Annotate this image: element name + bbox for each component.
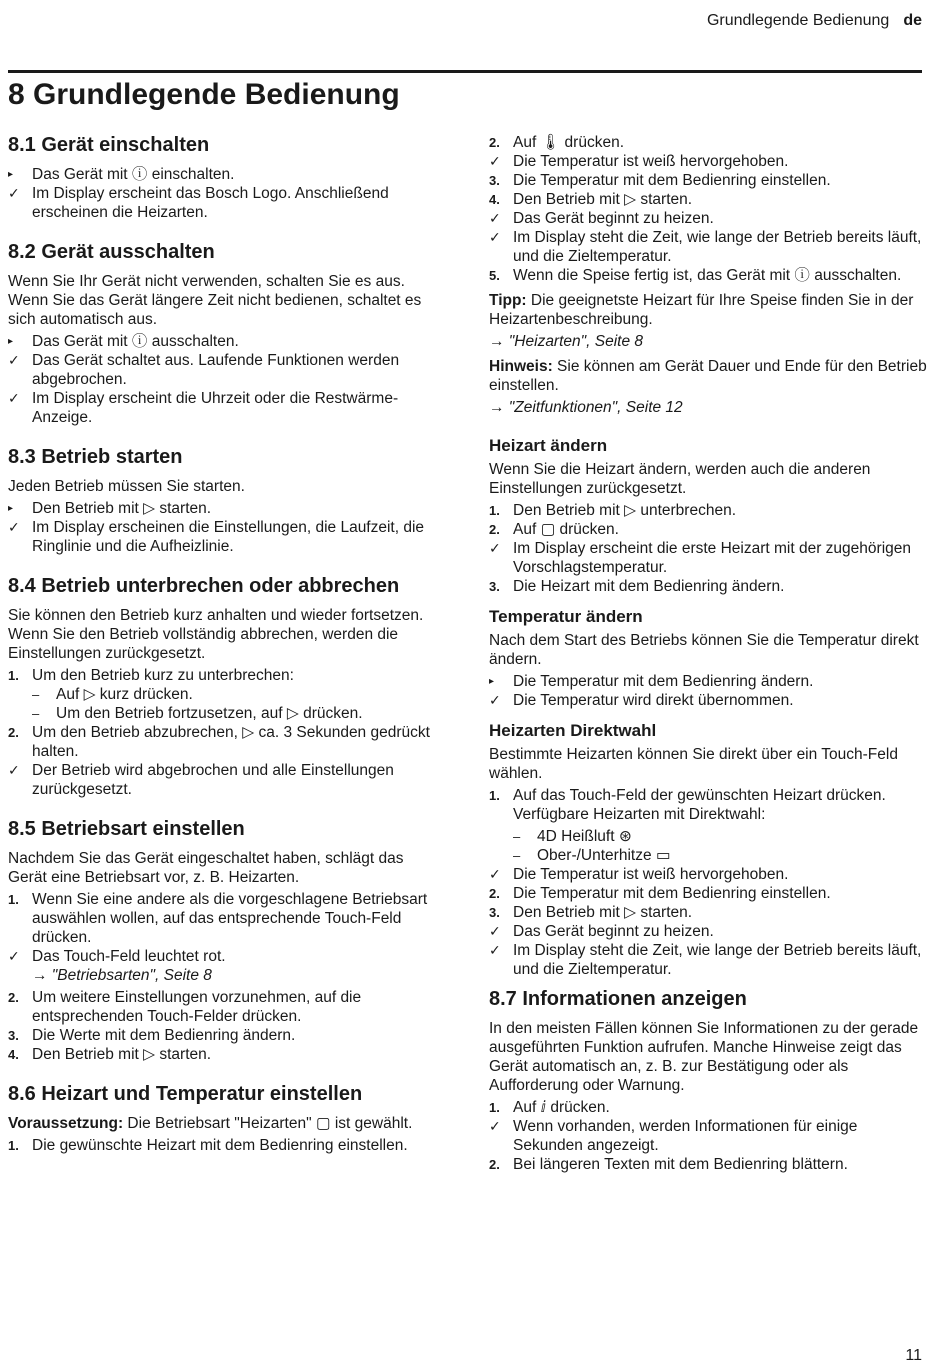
step-number: 3. xyxy=(489,579,500,594)
step-number: 3. xyxy=(8,1028,19,1043)
paragraph: Jeden Betrieb müssen Sie starten. xyxy=(8,478,245,495)
numbered-step xyxy=(8,1136,446,1155)
item-text: Das Gerät schaltet aus. Laufende Funktionen werden abgebrochen. xyxy=(32,352,400,388)
item-text: Die gewünschte Heizart mit dem Bedienring einstellen. xyxy=(32,1137,408,1154)
step-number: 2. xyxy=(489,886,500,901)
item-text: Die Werte mit dem Bedienring ändern. xyxy=(32,1027,296,1044)
note-label: Tipp: xyxy=(489,292,527,309)
paragraph: Nachdem Sie das Gerät eingeschaltet haben, schlägt das Gerät eine Betriebsart vor, z. B. Heizarten. xyxy=(8,850,404,886)
numbered-step xyxy=(489,520,927,539)
note-text: Die Betriebsart "Heizarten" ▢ ist gewählt. xyxy=(123,1115,413,1132)
check-icon: ✓ xyxy=(8,519,20,535)
dash-item xyxy=(489,846,927,865)
paragraph: Bestimmte Heizarten können Sie direkt über ein Touch-Feld wählen. xyxy=(489,746,898,782)
left-column xyxy=(8,133,446,1173)
section-heading: 8.2 Gerät ausschalten xyxy=(8,241,215,263)
item-text: Die Temperatur mit dem Bedienring einstellen. xyxy=(513,172,831,189)
item-text: Den Betrieb mit ▷ starten. xyxy=(513,904,693,921)
cross-reference: → "Heizarten", Seite 8 xyxy=(489,333,644,350)
result-item xyxy=(489,1117,927,1155)
note-text: Die geeignetste Heizart für Ihre Speise finden Sie in der Heizartenbeschreibung. xyxy=(489,292,914,328)
cross-reference: → "Zeitfunktionen", Seite 12 xyxy=(489,399,683,416)
step-number: 1. xyxy=(8,892,19,907)
result-item xyxy=(489,209,927,228)
step-number: 1. xyxy=(8,668,19,683)
item-text: Um den Betrieb fortzusetzen, auf ▷ drücken. xyxy=(56,705,363,722)
step-number: 3. xyxy=(489,905,500,920)
subsection-heading: Heizart ändern xyxy=(489,436,608,455)
cross-reference: → "Betriebsarten", Seite 8 xyxy=(32,967,212,984)
item-text: Um den Betrieb abzubrechen, ▷ ca. 3 Sekunden gedrückt halten. xyxy=(32,724,430,760)
action-arrow-icon: ▸ xyxy=(8,503,14,514)
numbered-step xyxy=(489,133,927,152)
item-text: Im Display erscheint das Bosch Logo. Anschließend erscheinen die Heizarten. xyxy=(32,185,389,221)
item-text: Die Heizart mit dem Bedienring ändern. xyxy=(513,578,785,595)
step-number: 1. xyxy=(489,1100,500,1115)
section-heading: 8.4 Betrieb unterbrechen oder abbrechen xyxy=(8,575,400,597)
result-item xyxy=(489,152,927,171)
section-heading: 8.5 Betriebsart einstellen xyxy=(8,818,245,840)
paragraph: Nach dem Start des Betriebs können Sie die Temperatur direkt ändern. xyxy=(489,632,919,668)
item-text: Den Betrieb mit ▷ unterbrechen. xyxy=(513,502,737,519)
step-number: 4. xyxy=(8,1047,19,1062)
check-icon: ✓ xyxy=(489,923,501,939)
step-number: 2. xyxy=(489,1157,500,1172)
numbered-step xyxy=(489,501,927,520)
action-step xyxy=(8,165,446,184)
dash-mark: – xyxy=(32,687,40,702)
dash-item xyxy=(8,685,446,704)
item-text: Die Temperatur ist weiß hervorgehoben. xyxy=(513,866,789,883)
section xyxy=(8,1082,446,1155)
item-text: Die Temperatur mit dem Bedienring ändern. xyxy=(513,673,814,690)
section xyxy=(8,574,446,799)
note-text: Sie können am Gerät Dauer und Ende für den Betrieb einstellen. xyxy=(489,358,927,394)
item-text: Das Gerät beginnt zu heizen. xyxy=(513,210,714,227)
result-item xyxy=(8,518,446,556)
section-heading: 8.1 Gerät einschalten xyxy=(8,134,210,156)
paragraph: Wenn Sie Ihr Gerät nicht verwenden, schalten Sie es aus. Wenn Sie das Gerät längere Zeit nicht bedienen, schaltet es sich automatisch aus. xyxy=(8,273,422,328)
action-arrow-icon: ▸ xyxy=(489,676,495,687)
section-heading: 8.7 Informationen anzeigen xyxy=(489,988,747,1010)
item-text: Das Gerät mit ⓘ ausschalten. xyxy=(32,333,239,350)
check-icon: ✓ xyxy=(489,210,501,226)
item-text: Im Display steht die Zeit, wie lange der Betrieb bereits läuft, und die Zieltemperatur. xyxy=(513,229,922,265)
action-arrow-icon: ▸ xyxy=(8,169,14,180)
section xyxy=(8,133,446,222)
item-text: Um den Betrieb kurz zu unterbrechen: xyxy=(32,667,294,684)
result-item xyxy=(8,947,446,966)
section xyxy=(489,435,927,596)
item-text: Auf ▷ kurz drücken. xyxy=(56,686,193,703)
item-text: Wenn die Speise fertig ist, das Gerät mit ⓘ ausschalten. xyxy=(513,267,902,284)
step-number: 3. xyxy=(489,173,500,188)
section-heading: 8.3 Betrieb starten xyxy=(8,446,183,468)
result-item xyxy=(489,941,927,979)
item-text: Das Gerät beginnt zu heizen. xyxy=(513,923,714,940)
note-label: Voraussetzung: xyxy=(8,1115,124,1132)
note xyxy=(489,291,927,329)
header-title: Grundlegende Bedienung xyxy=(706,12,890,29)
section xyxy=(8,817,446,1064)
step-number: 1. xyxy=(8,1138,19,1153)
step-number: 2. xyxy=(8,725,19,740)
item-text: Wenn Sie eine andere als die vorgeschlagene Betriebsart auswählen wollen, auf das entsprechende Touch-Feld drücken. xyxy=(32,891,428,946)
step-number: 2. xyxy=(489,522,500,537)
item-text: Der Betrieb wird abgebrochen und alle Einstellungen zurückgesetzt. xyxy=(32,762,394,798)
section-heading: 8.6 Heizart und Temperatur einstellen xyxy=(8,1083,363,1105)
numbered-step xyxy=(489,786,927,805)
right-column xyxy=(489,133,927,1192)
check-icon: ✓ xyxy=(8,352,20,368)
numbered-step xyxy=(489,171,927,190)
item-text: Den Betrieb mit ▷ starten. xyxy=(32,500,212,517)
dash-item xyxy=(489,827,927,846)
step-number: 1. xyxy=(489,503,500,518)
item-text: Das Touch-Feld leuchtet rot. xyxy=(32,948,226,965)
header-rule xyxy=(8,70,922,73)
numbered-step xyxy=(489,884,927,903)
section xyxy=(8,445,446,556)
step-number: 2. xyxy=(489,135,500,150)
item-text: Auf ⅈ drücken. xyxy=(513,1099,610,1116)
result-item xyxy=(489,865,927,884)
check-icon: ✓ xyxy=(489,153,501,169)
result-item xyxy=(8,184,446,222)
note-label: Hinweis: xyxy=(489,358,553,375)
numbered-step xyxy=(489,1155,927,1174)
section xyxy=(8,240,446,427)
step-number: 5. xyxy=(489,268,500,283)
item-text: Die Temperatur wird direkt übernommen. xyxy=(513,692,794,709)
numbered-step xyxy=(8,890,446,947)
item-text: 4D Heißluft ⊛ xyxy=(537,828,632,845)
result-item xyxy=(8,761,446,799)
page-number: 11 xyxy=(905,1347,922,1364)
section xyxy=(489,133,927,417)
numbered-step xyxy=(489,903,927,922)
numbered-step xyxy=(8,1026,446,1045)
item-text: Um weitere Einstellungen vorzunehmen, auf die entsprechenden Touch-Felder drücken. xyxy=(32,989,362,1025)
item-text: Wenn vorhanden, werden Informationen für einige Sekunden angezeigt. xyxy=(513,1118,858,1154)
numbered-step xyxy=(489,1098,927,1117)
numbered-step xyxy=(489,266,927,285)
chapter-title: 8 Grundlegende Bedienung xyxy=(8,78,400,111)
dash-mark: – xyxy=(513,848,521,863)
item-text: Im Display erscheint die erste Heizart mit der zugehörigen Vorschlagstemperatur. xyxy=(513,540,912,576)
subsection-heading: Heizarten Direktwahl xyxy=(489,721,657,740)
item-text: Im Display steht die Zeit, wie lange der Betrieb bereits läuft, und die Zieltemperatur. xyxy=(513,942,922,978)
item-text: Auf ▢ drücken. xyxy=(513,521,619,538)
note xyxy=(8,1114,446,1133)
result-item xyxy=(489,228,927,266)
item-text: Im Display erscheinen die Einstellungen, die Laufzeit, die Ringlinie und die Aufheizlinie. xyxy=(32,519,425,555)
check-icon: ✓ xyxy=(8,762,20,778)
action-step xyxy=(8,332,446,351)
result-item xyxy=(489,922,927,941)
section xyxy=(489,720,927,979)
check-icon: ✓ xyxy=(489,1118,501,1134)
numbered-step xyxy=(8,723,446,761)
step-number: 4. xyxy=(489,192,500,207)
numbered-step xyxy=(8,988,446,1026)
numbered-step xyxy=(489,190,927,209)
result-item xyxy=(489,691,927,710)
dash-item xyxy=(8,704,446,723)
result-item xyxy=(8,389,446,427)
result-item xyxy=(489,539,927,577)
check-icon: ✓ xyxy=(8,390,20,406)
item-text: Im Display erscheint die Uhrzeit oder die Restwärme-Anzeige. xyxy=(32,390,399,426)
check-icon: ✓ xyxy=(489,692,501,708)
check-icon: ✓ xyxy=(489,866,501,882)
indented-text: Verfügbare Heizarten mit Direktwahl: xyxy=(513,806,766,823)
section xyxy=(489,606,927,710)
check-icon: ✓ xyxy=(489,229,501,245)
check-icon: ✓ xyxy=(489,540,501,556)
step-number: 2. xyxy=(8,990,19,1005)
check-icon: ✓ xyxy=(8,948,20,964)
result-item xyxy=(8,351,446,389)
action-step xyxy=(489,672,927,691)
action-arrow-icon: ▸ xyxy=(8,336,14,347)
dash-mark: – xyxy=(513,829,521,844)
item-text: Die Temperatur ist weiß hervorgehoben. xyxy=(513,153,789,170)
numbered-step xyxy=(8,666,446,685)
paragraph: In den meisten Fällen können Sie Informationen zu der gerade ausgeführten Funktion aufrufen. Manche Hinweise zeigt das Gerät automatisch an, z. B. zur Bestätigung oder als Aufforderung oder Warnung. xyxy=(489,1020,919,1094)
item-text: Auf 🌡 drücken. xyxy=(513,134,625,151)
step-number: 1. xyxy=(489,788,500,803)
numbered-step xyxy=(8,1045,446,1064)
language-code: de xyxy=(903,12,922,29)
item-text: Den Betrieb mit ▷ starten. xyxy=(513,191,693,208)
item-text: Den Betrieb mit ▷ starten. xyxy=(32,1046,212,1063)
subsection-heading: Temperatur ändern xyxy=(489,607,643,626)
paragraph: Wenn Sie die Heizart ändern, werden auch die anderen Einstellungen zurückgesetzt. xyxy=(489,461,871,497)
running-header xyxy=(707,12,922,30)
note xyxy=(489,357,927,395)
item-text: Bei längeren Texten mit dem Bedienring blättern. xyxy=(513,1156,848,1173)
item-text: Die Temperatur mit dem Bedienring einstellen. xyxy=(513,885,831,902)
check-icon: ✓ xyxy=(8,185,20,201)
item-text: Auf das Touch-Feld der gewünschten Heizart drücken. xyxy=(513,787,886,804)
check-icon: ✓ xyxy=(489,942,501,958)
item-text: Das Gerät mit ⓘ einschalten. xyxy=(32,166,235,183)
numbered-step xyxy=(489,577,927,596)
action-step xyxy=(8,499,446,518)
dash-mark: – xyxy=(32,706,40,721)
section xyxy=(489,987,927,1174)
item-text: Ober-/Unterhitze ▭ xyxy=(537,847,671,864)
paragraph: Sie können den Betrieb kurz anhalten und wieder fortsetzen. Wenn Sie den Betrieb vollständig abbrechen, werden die Einstellungen zurückgesetzt. xyxy=(8,607,424,662)
